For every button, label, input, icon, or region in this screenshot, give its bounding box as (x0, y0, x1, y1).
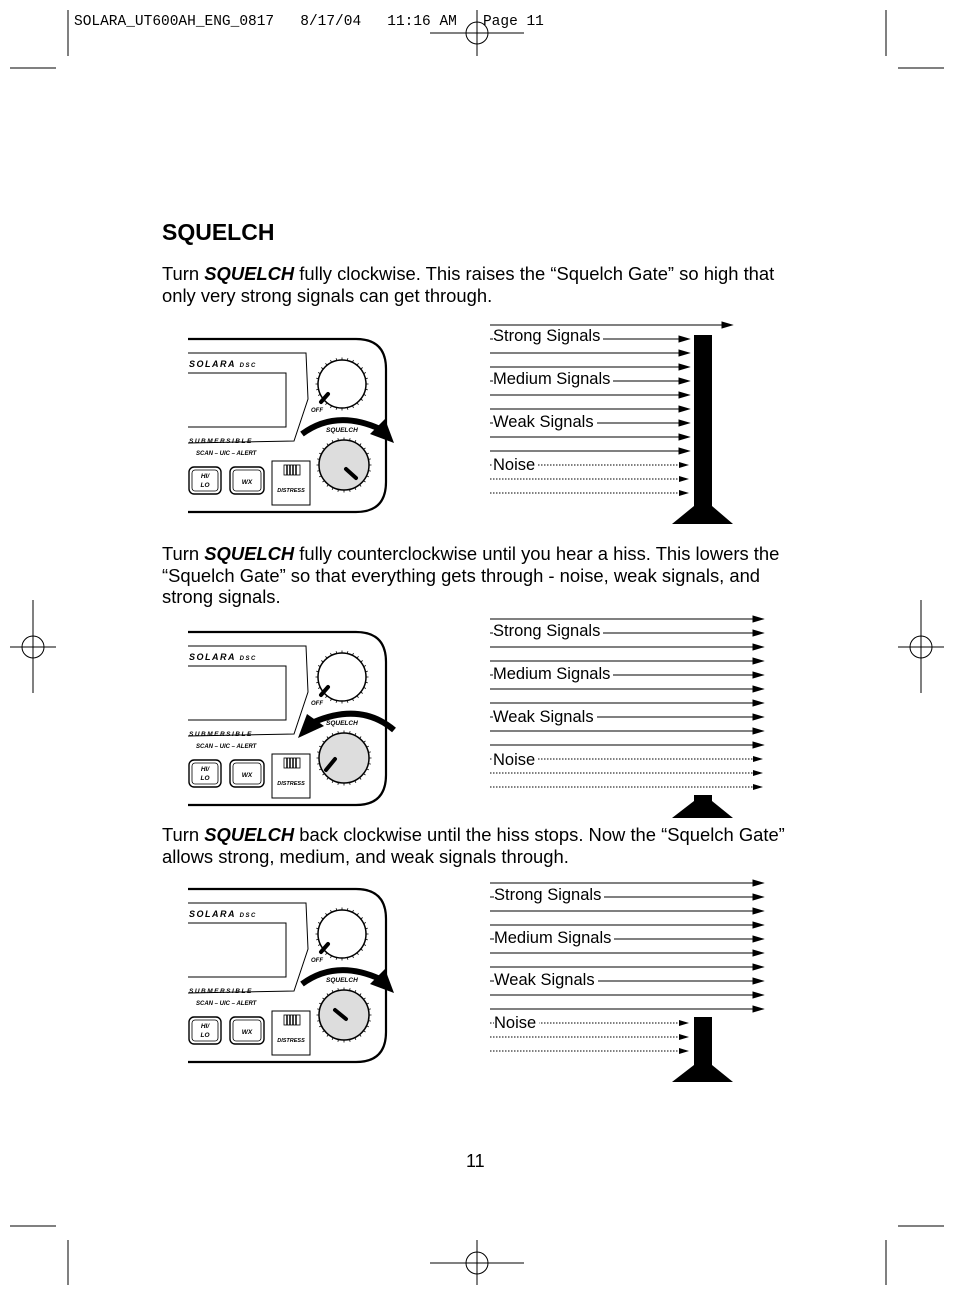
svg-text:DISTRESS: DISTRESS (277, 488, 305, 494)
label-medium-signals: Medium Signals (493, 370, 613, 389)
label-weak-signals: Weak Signals (493, 708, 597, 727)
brand-logo: SOLARA DSC (189, 359, 257, 369)
signal-diagram-gate-medium (490, 876, 770, 1086)
svg-text:DISTRESS: DISTRESS (277, 1038, 305, 1044)
svg-text:HI/: HI/ (200, 473, 210, 480)
hi-lo-button (189, 467, 221, 494)
squelch-knob (319, 440, 369, 490)
radio-panel-illustration-3 (186, 887, 398, 1072)
instruction-paragraph-3: Turn SQUELCH back clockwise until the hiss stops. Now the “Squelch Gate” allows strong, medium, and weak signals through. (162, 824, 785, 867)
radio-panel-illustration-2 (186, 630, 398, 815)
instruction-paragraph-1: Turn SQUELCH fully clockwise. This raises the “Squelch Gate” so high that only very strong signals can get through. (162, 263, 775, 306)
label-noise: Noise (494, 1014, 539, 1033)
features-line: SCAN – UIC – ALERT (196, 744, 257, 750)
svg-text:WX: WX (241, 772, 253, 779)
svg-text:OFF: OFF (311, 408, 323, 414)
label-weak-signals: Weak Signals (494, 971, 598, 990)
volume-knob (318, 360, 366, 408)
label-strong-signals: Strong Signals (493, 622, 603, 641)
radio-panel-illustration-1 (186, 337, 398, 522)
label-medium-signals: Medium Signals (494, 929, 614, 948)
model-line: SUBMERSIBLE (189, 988, 253, 995)
model-line: SUBMERSIBLE (189, 438, 253, 445)
features-line: SCAN – UIC – ALERT (196, 451, 257, 457)
signal-diagram-gate-open (490, 612, 770, 822)
brand-logo: SOLARA DSC (189, 652, 257, 662)
squelch-gate (694, 1017, 712, 1067)
signal-diagram-gate-high (490, 320, 740, 530)
label-strong-signals: Strong Signals (493, 327, 603, 346)
label-noise: Noise (493, 456, 538, 475)
squelch-label: SQUELCH (326, 427, 358, 434)
hi-lo-button (189, 1017, 221, 1044)
svg-text:LO: LO (200, 1032, 210, 1039)
svg-text:HI/: HI/ (200, 766, 210, 773)
svg-text:LO: LO (200, 775, 210, 782)
hi-lo-button (189, 760, 221, 787)
squelch-gate (694, 335, 712, 510)
label-strong-signals: Strong Signals (494, 886, 604, 905)
page-number: 11 (466, 1151, 485, 1171)
brand-logo: SOLARA DSC (189, 909, 257, 919)
label-noise: Noise (493, 751, 538, 770)
svg-text:WX: WX (241, 1029, 253, 1036)
svg-text:HI/: HI/ (200, 1023, 210, 1030)
label-weak-signals: Weak Signals (493, 413, 597, 432)
svg-text:OFF: OFF (311, 958, 323, 964)
svg-text:LO: LO (200, 482, 210, 489)
svg-text:DISTRESS: DISTRESS (277, 781, 305, 787)
squelch-label: SQUELCH (326, 977, 358, 984)
volume-knob (318, 653, 366, 701)
model-line: SUBMERSIBLE (189, 731, 253, 738)
section-title: SQUELCH (162, 219, 275, 245)
print-header: SOLARA_UT600AH_ENG_0817 8/17/04 11:16 AM Page 11 (74, 14, 544, 30)
label-medium-signals: Medium Signals (493, 665, 613, 684)
volume-knob (318, 910, 366, 958)
squelch-knob (319, 733, 369, 783)
squelch-label: SQUELCH (326, 720, 358, 727)
svg-text:WX: WX (241, 479, 253, 486)
svg-text:OFF: OFF (311, 701, 323, 707)
instruction-paragraph-2: Turn SQUELCH fully counterclockwise until you hear a hiss. This lowers the “Squelch Gate” so that everything gets through - noise, weak signals, and strong signals. (162, 543, 780, 608)
features-line: SCAN – UIC – ALERT (196, 1001, 257, 1007)
